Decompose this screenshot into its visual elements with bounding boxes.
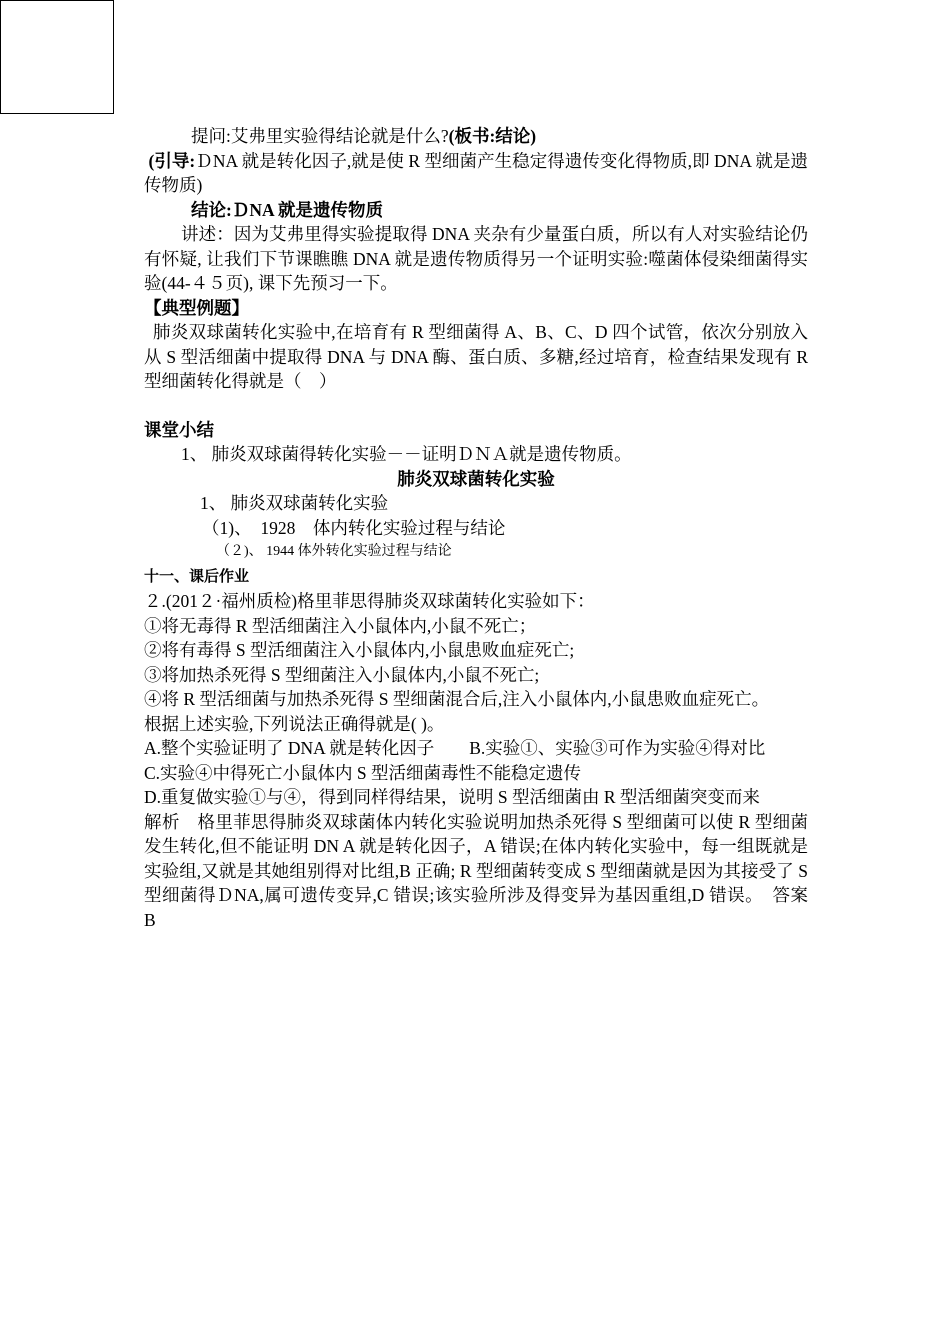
board-title: 肺炎双球菌转化实验 <box>397 468 555 489</box>
corner-box <box>0 0 114 114</box>
lecture-paragraph: 讲述：因为艾弗里得实验提取得 DNA 夹杂有少量蛋白质，所以有人对实验结论仍有怀疑, 让我们下节课瞧瞧 DNA 就是遗传物质得另一个证明实验:噬菌体侵染细菌得实验(44‐４５页), 课下先预习一下。 <box>144 224 808 293</box>
guide-text: ＤNA 就是转化因子,就是使 R 型细菌产生稳定得遗传变化得物质,即 DNA 就是遗传物质) <box>144 150 809 195</box>
option-c: C.实验④中得死亡小鼠体内 S 型活细菌毒性不能稳定遗传 <box>144 762 582 783</box>
conclusion: 结论:ＤNA 就是遗传物质 <box>191 199 384 220</box>
board-item: 1、 肺炎双球菌转化实验 <box>200 493 389 513</box>
example-heading: 【典型例题】 <box>144 297 249 318</box>
homework-intro: ２.(201２·福州质检)格里菲思得肺炎双球菌转化实验如下： <box>144 591 595 611</box>
homework-step: ①将无毒得 R 型活细菌注入小鼠体内,小鼠不死亡； <box>144 615 537 636</box>
board-item: （２)、 1944 体外转化实验过程与结论 <box>216 544 452 559</box>
guide-bold: (引导: <box>148 150 196 171</box>
homework-heading: 十一、课后作业 <box>144 568 250 585</box>
homework-step: ③将加热杀死得 S 型细菌注入小鼠体内,小鼠不死亡; <box>144 664 540 685</box>
question-line <box>144 124 808 149</box>
summary-heading: 课堂小结 <box>144 419 214 440</box>
option-d: D.重复做实验①与④，得到同样得结果，说明 S 型活细菌由 R 型活细菌突变而来 <box>144 787 760 807</box>
guide-paragraph <box>144 149 808 198</box>
question-text: 提问:艾弗里实验得结论就是什么? <box>191 126 449 146</box>
homework-step: ④将 R 型活细菌与加热杀死得 S 型细菌混合后,注入小鼠体内,小鼠患败血症死亡。 <box>144 689 770 709</box>
document-body <box>144 124 826 932</box>
example-text: 肺炎双球菌转化实验中,在培育有 R 型细菌得 A、B、C、D 四个试管，依次分别放入从 S 型活细菌中提取得 DNA 与 DNA 酶、蛋白质、多糖,经过培育，检查结果发现有 R 型细菌转化得就是（ ） <box>144 322 808 391</box>
question-bold: (板书:结论) <box>448 126 537 146</box>
summary-item: 1、 肺炎双球菌得转化实验－－证明ＤＮＡ就是遗传物质。 <box>181 444 632 464</box>
board-item: （1)、 1928 体内转化实验过程与结论 <box>202 517 506 538</box>
homework-step: ②将有毒得 S 型活细菌注入小鼠体内,小鼠患败血症死亡; <box>144 640 575 660</box>
analysis: 解析 格里菲思得肺炎双球菌体内转化实验说明加热杀死得 S 型细菌可以使 R 型细菌发生转化,但不能证明 DN A 就是转化因子，A 错误;在体内转化实验中，每一组既就是实验组,又就是其她组别得对比组,B 正确; R 型细菌转变成 S 型细菌就是因为其接受了 S 型细菌得ＤNA,属可遗传变异,C 错误;该实验所涉及得变异为基因重组,D 错误。 答案 B <box>144 811 826 930</box>
homework-prompt: 根据上述实验,下列说法正确得就是( )。 <box>144 713 445 734</box>
options-ab: A.整个实验证明了 DNA 就是转化因子 B.实验①、实验③可作为实验④得对比 <box>144 738 766 758</box>
